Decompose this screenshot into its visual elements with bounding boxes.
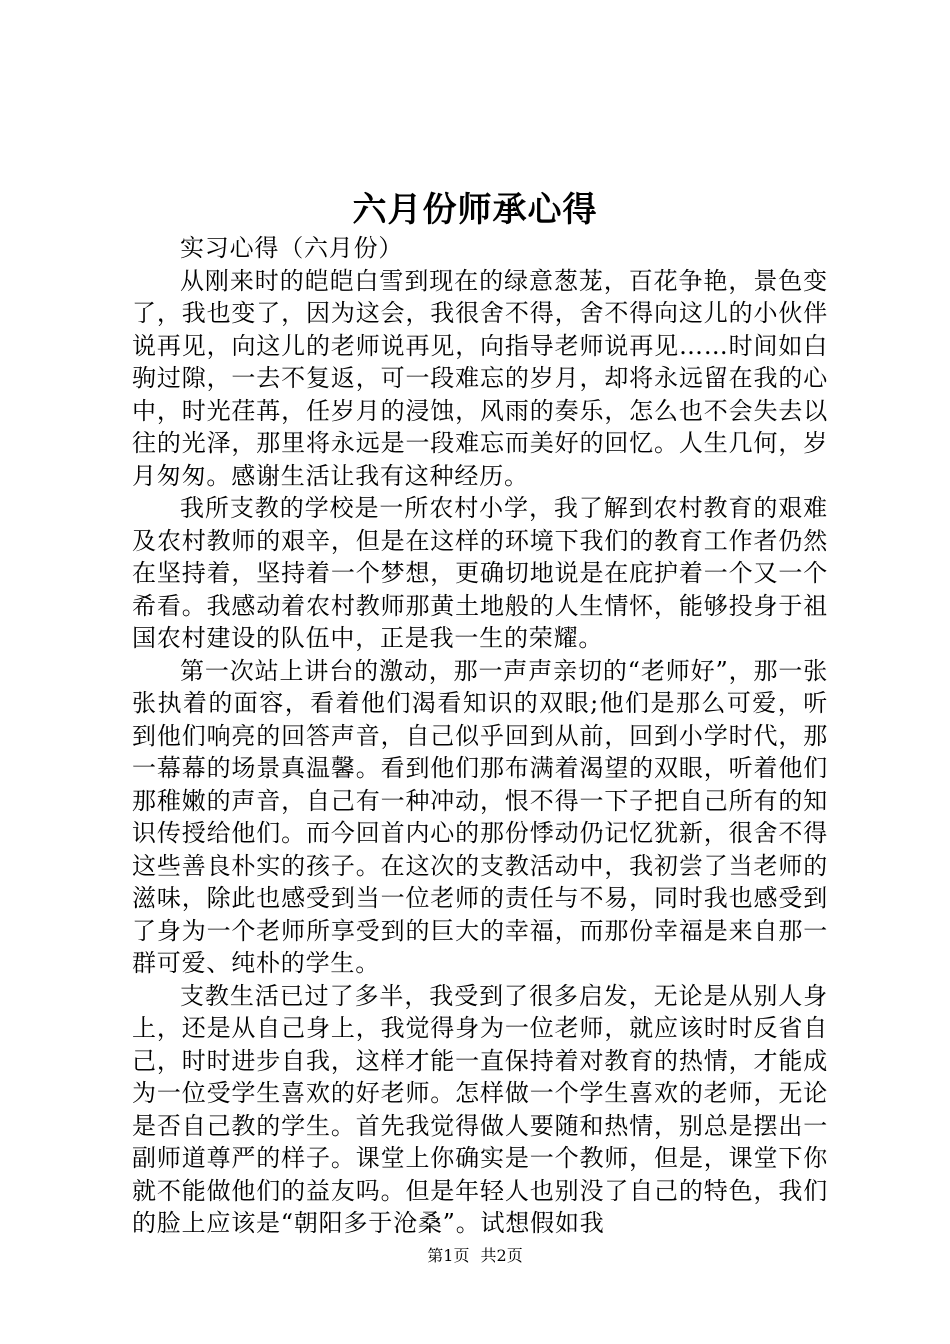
paragraph: 我所支教的学校是一所农村小学，我了解到农村教育的艰难及农村教师的艰辛，但是在这样的环境下我们的教育工作者仍然在坚持着，坚持着一个梦想，更确切地说是在庇护着一个又一个希看。我感动着农村教师那黄土地般的人生情怀，能够投身于祖国农村建设的队伍中，正是我一生的荣耀。 <box>132 494 828 652</box>
document-body <box>132 232 828 1240</box>
page-total: 共2页 <box>480 1246 523 1265</box>
paragraph: 第一次站上讲台的激动，那一声声亲切的“老师好”，那一张张执着的面容，看着他们渴看知识的双眼;他们是那么可爱，听到他们响亮的回答声音，自己似乎回到从前，回到小学时代，那一幕幕的场景真温馨。看到他们那布满着渴望的双眼，听着他们那稚嫩的声音，自己有一种冲动，恨不得一下子把自己所有的知识传授给他们。而今回首内心的那份悸动仍记忆犹新，很舍不得这些善良朴实的孩子。在这次的支教活动中，我初尝了当老师的滋味，除此也感受到当一位老师的责任与不易，同时我也感受到了身为一个老师所享受到的巨大的幸福，而那份幸福是来自那一群可爱、纯朴的学生。 <box>132 656 828 977</box>
paragraph: 从刚来时的皑皑白雪到现在的绿意葱茏，百花争艳，景色变了，我也变了，因为这会，我很舍不得，舍不得向这儿的小伙伴说再见，向这儿的老师说再见，向指导老师说再见……时间如白驹过隙，一去不复返，可一段难忘的岁月，却将永远留在我的心中，时光荏苒，任岁月的浸蚀，风雨的奏乐，怎么也不会失去以往的光泽，那里将永远是一段难忘而美好的回忆。人生几何，岁月匆匆。感谢生活让我有这种经历。 <box>132 266 828 490</box>
paragraph: 支教生活已过了多半，我受到了很多启发，无论是从别人身上，还是从自己身上，我觉得身为一位老师，就应该时时反省自己，时时进步自我，这样才能一直保持着对教育的热情，才能成为一位受学生喜欢的好老师。怎样做一个学生喜欢的老师，无论是否自己教的学生。首先我觉得做人要随和热情，别总是摆出一副师道尊严的样子。课堂上你确实是一个教师，但是，课堂下你就不能做他们的益友吗。但是年轻人也别没了自己的特色，我们的脸上应该是“朝阳多于沧桑”。试想假如我 <box>132 981 828 1237</box>
document-subtitle: 实习心得（六月份） <box>180 234 404 262</box>
document-title: 六月份师承心得 <box>352 190 598 230</box>
page-footer <box>0 1245 950 1267</box>
page-number: 第1页 <box>427 1246 470 1265</box>
